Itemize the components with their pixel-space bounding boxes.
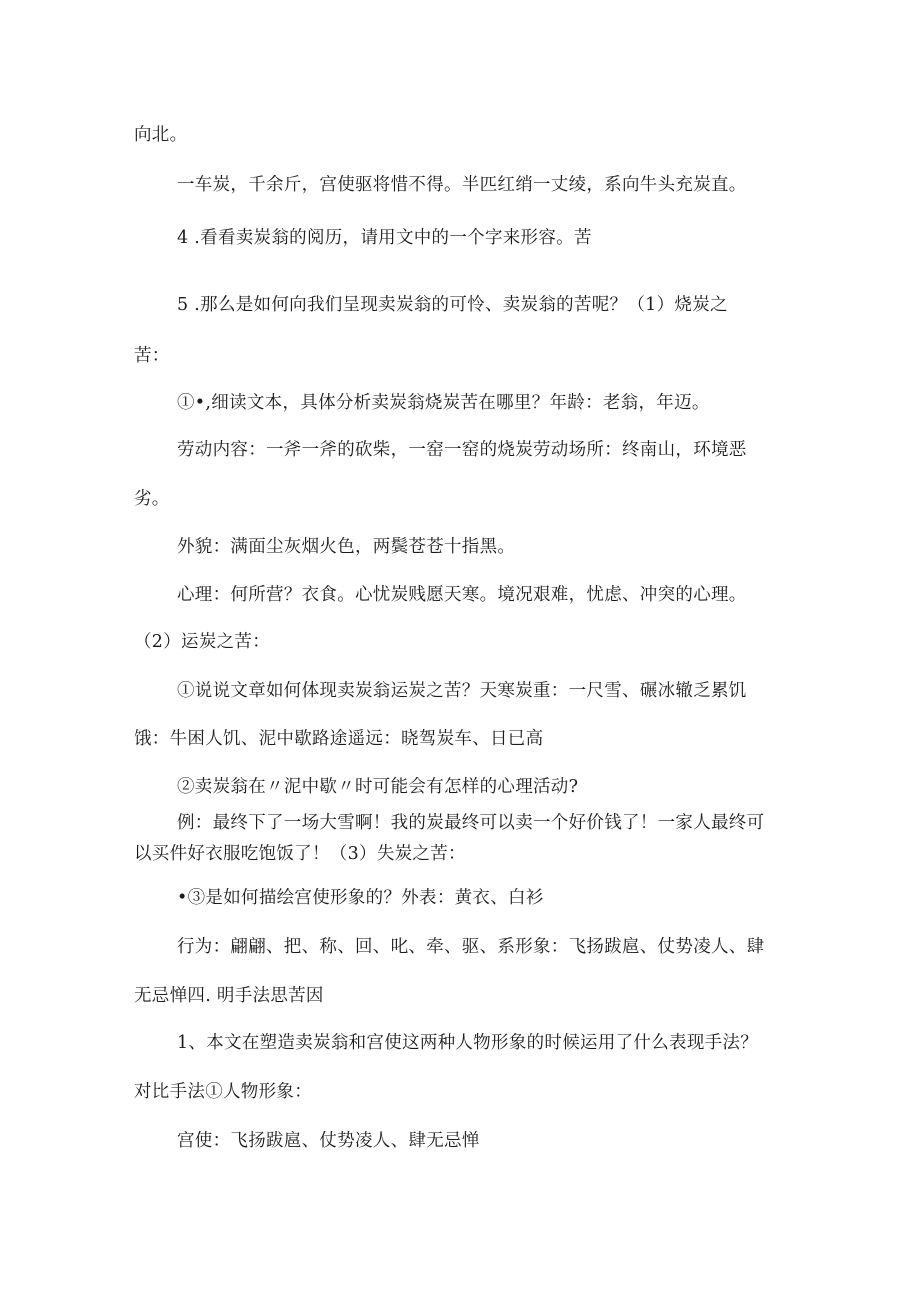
- text-line: 对比手法①人物形象：: [134, 1082, 312, 1102]
- text-line: 1、本文在塑造卖炭翁和宫使这两种人物形象的时候运用了什么表现手法？: [177, 1033, 759, 1053]
- text-line: 宫使：飞扬跋扈、仗势凌人、肆无忌惮: [177, 1131, 480, 1151]
- text-line: 无忌惮四. 明手法思苦因: [134, 986, 324, 1006]
- text-line: •③是如何描绘宫使形象的？外表：黄衣、白衫: [177, 888, 544, 908]
- text-line: 行为：翩翩、把、称、回、叱、牵、驱、系形象：飞扬跋扈、仗势凌人、肆: [177, 937, 765, 957]
- text-line: 饿：牛困人饥、泥中歇路途遥远：晓驾炭车、日已高: [134, 729, 544, 749]
- text-line: ①•,细读文本，具体分析卖炭翁烧炭苦在哪里？年龄：老翁，年迈。: [177, 393, 710, 413]
- text-line: 4 .看看卖炭翁的阅历，请用文中的一个字来形容。苦: [177, 228, 592, 248]
- text-line: 外貌：满面尘灰烟火色，两鬓苍苍十指黑。: [177, 537, 516, 557]
- text-line: 例：最终下了一场大雪啊！我的炭最终可以卖一个好价钱了！一家人最终可: [177, 813, 765, 833]
- text-line: ①说说文章如何体现卖炭翁运炭之苦？天寒炭重：一尺雪、碾冰辙乏累饥: [177, 681, 747, 701]
- text-line: 一车炭，千余斤，宫使驱将惜不得。半匹红绡一丈绫，系向牛头充炭直。: [177, 175, 747, 195]
- text-line: 劳动内容：一斧一斧的砍柴，一窑一窑的烧炭劳动场所：终南山，环境恶: [177, 440, 747, 460]
- text-line: ②卖炭翁在〃泥中歇〃时可能会有怎样的心理活动?: [177, 777, 579, 797]
- text-line: 劣。: [134, 489, 170, 509]
- text-line: 5 .那么是如何向我们呈现卖炭翁的可怜、卖炭翁的苦呢？（1）烧炭之: [177, 295, 728, 315]
- text-line: （2）运炭之苦：: [134, 632, 271, 652]
- text-line: 苦：: [134, 346, 170, 366]
- text-line: 向北。: [134, 125, 188, 145]
- text-line: 心理：何所营？衣食。心忧炭贱愿天寒。境况艰难，忧虑、冲突的心理。: [177, 585, 747, 605]
- text-line: 以买件好衣服吃饱饭了！（3）失炭之苦：: [134, 844, 466, 864]
